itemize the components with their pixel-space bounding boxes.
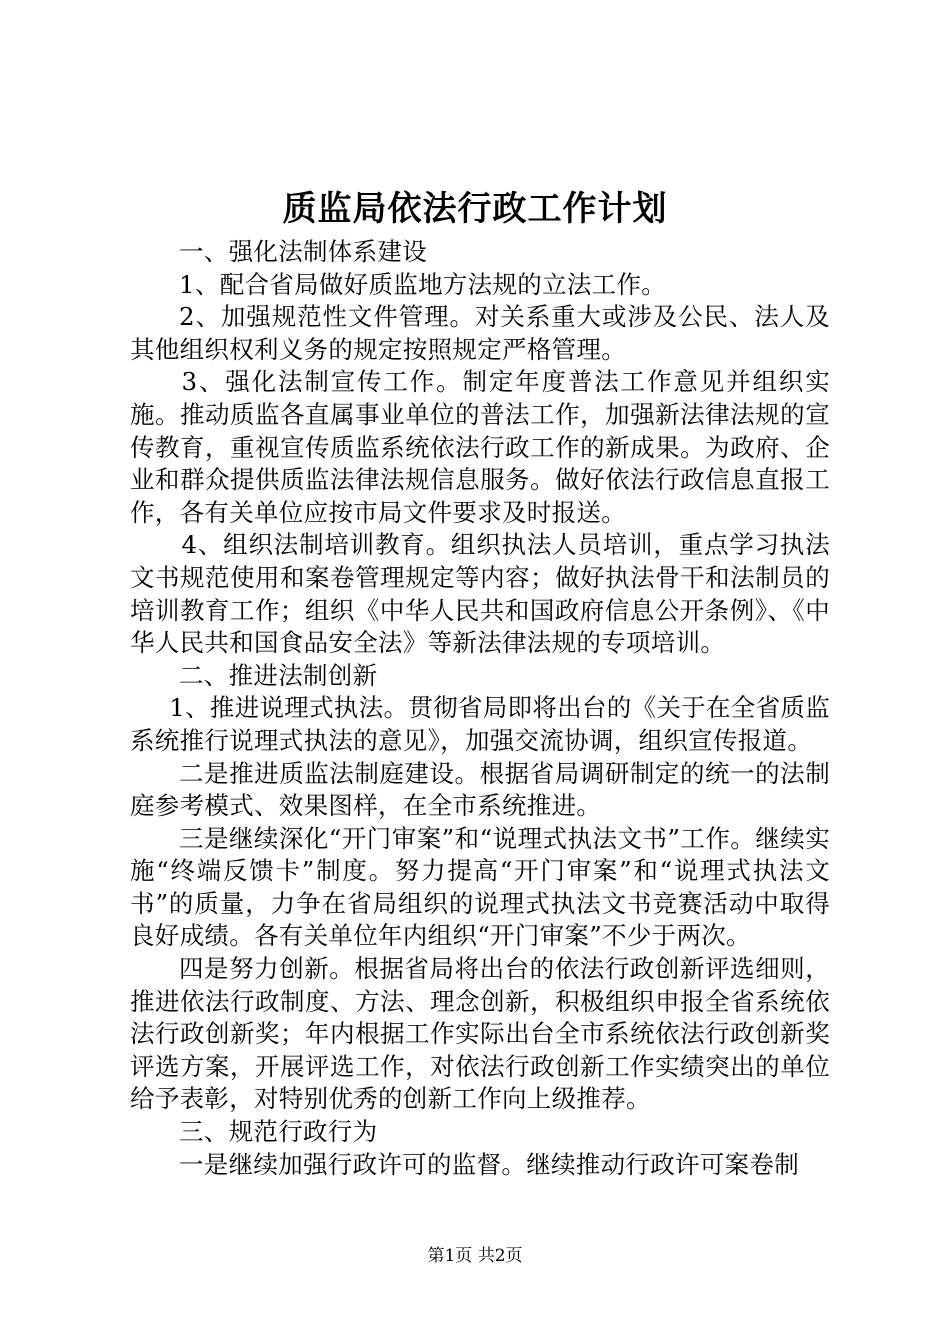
paragraph: 4、组织法制培训教育。组织执法人员培训，重点学习执法文书规范使用和案卷管理规定等内容；做好执法骨干和法制员的培训教育工作；组织《中华人民共和国政府信息公开条例》、《中华人民共和国食品安全法》等新法律法规的专项培训。 — [130, 530, 830, 658]
page-footer: 第1页 共2页 — [427, 1246, 523, 1266]
paragraph: 三是继续深化“开门审案”和“说理式执法文书”工作。继续实施“终端反馈卡”制度。努力提高“开门审案”和“说理式执法文书”的质量，力争在省局组织的说理式执法文书竞赛活动中取得良好成绩。各有关单位年内组织“开门审案”不少于两次。 — [130, 823, 831, 951]
paragraph: 四是努力创新。根据省局将出台的依法行政创新评选细则，推进依法行政制度、方法、理念创新，积极组织申报全省系统依法行政创新奖；年内根据工作实际出台全市系统依法行政创新奖评选方案，开展评选工作，对依法行政创新工作实绩突出的单位给予表彰，对特别优秀的创新工作向上级推荐。 — [130, 954, 830, 1114]
page-title: 质监局依法行政工作计划 — [282, 189, 668, 229]
paragraph: 1、配合省局做好质监地方法规的立法工作。 — [179, 269, 667, 299]
paragraph: 1、推进说理式执法。贯彻省局即将出台的《关于在全省质监系统推行说理式执法的意见》，加强交流协调，组织宣传报道。 — [130, 693, 830, 755]
paragraph: 二是推进质监法制庭建设。根据省局调研制定的统一的法制庭参考模式、效果图样，在全市系统推进。 — [130, 758, 830, 821]
section-heading-1: 一、强化法制体系建设 — [179, 237, 427, 266]
section-heading-2: 二、推进法制创新 — [179, 660, 378, 690]
paragraph: 一是继续加强行政许可的监督。继续推动行政许可案卷制 — [179, 1149, 799, 1179]
section-heading-3: 三、规范行政行为 — [179, 1117, 378, 1147]
document-body — [130, 236, 830, 1181]
paragraph: 3、强化法制宣传工作。制定年度普法工作意见并组织实施。推动质监各直属事业单位的普法工作，加强新法律法规的宣传教育，重视宣传质监系统依法行政工作的新成果。为政府、企业和群众提供质监法律法规信息服务。做好依法行政信息直报工作，各有关单位应按市局文件要求及时报送。 — [130, 367, 830, 527]
paragraph: 2、加强规范性文件管理。对关系重大或涉及公民、法人及其他组织权利义务的规定按照规定严格管理。 — [130, 302, 830, 364]
